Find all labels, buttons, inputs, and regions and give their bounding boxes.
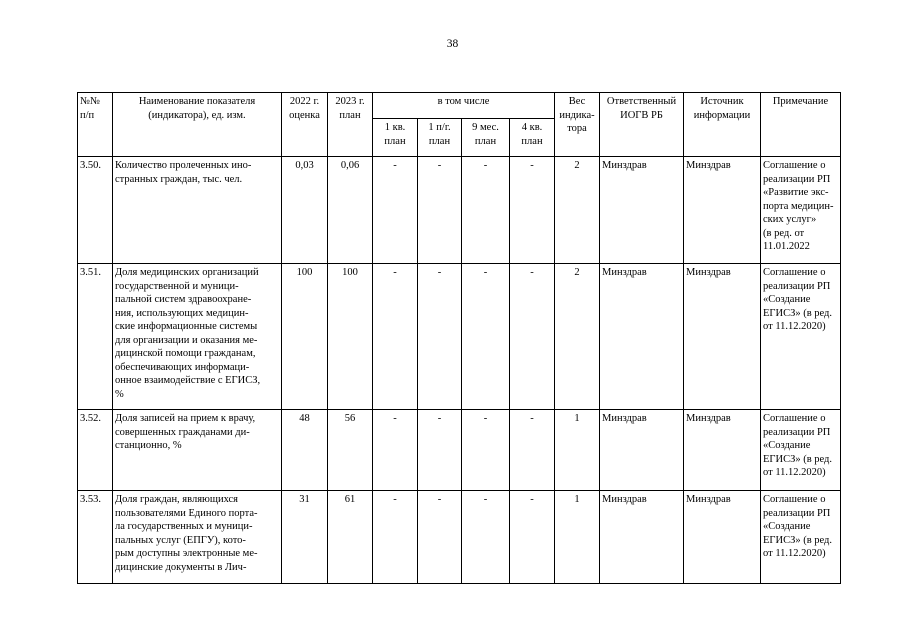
- header-name: Наименование показателя (индикатора), ед. изм.: [113, 93, 282, 157]
- table-row: [78, 157, 841, 264]
- row-name: Количество пролеченных ино- странных граждан, тыс. чел.: [113, 157, 282, 264]
- row-note: Соглашение о реализации РП «Создание ЕГИСЗ» (в ред. от 11.12.2020): [761, 491, 841, 584]
- row-weight: 2: [555, 157, 600, 264]
- row-h1: -: [418, 410, 462, 491]
- header-2022: 2022 г. оценка: [282, 93, 328, 157]
- row-q1: -: [373, 491, 418, 584]
- header-num: №№ п/п: [78, 93, 113, 157]
- row-responsible: Минздрав: [600, 264, 684, 410]
- row-q1: -: [373, 157, 418, 264]
- row-q1: -: [373, 410, 418, 491]
- row-q4: -: [510, 491, 555, 584]
- row-2022: 31: [282, 491, 328, 584]
- row-weight: 2: [555, 264, 600, 410]
- row-num: 3.53.: [78, 491, 113, 584]
- row-source: Минздрав: [684, 491, 761, 584]
- row-num: 3.52.: [78, 410, 113, 491]
- table-row: [78, 410, 841, 491]
- row-2022: 0,03: [282, 157, 328, 264]
- row-q4: -: [510, 157, 555, 264]
- row-note: Соглашение о реализации РП «Создание ЕГИСЗ» (в ред. от 11.12.2020): [761, 264, 841, 410]
- row-weight: 1: [555, 410, 600, 491]
- row-h1: -: [418, 264, 462, 410]
- row-h1: -: [418, 491, 462, 584]
- row-2023: 100: [328, 264, 373, 410]
- header-note: Примечание: [761, 93, 841, 157]
- row-weight: 1: [555, 491, 600, 584]
- header-responsible: Ответственный ИОГВ РБ: [600, 93, 684, 157]
- row-num: 3.50.: [78, 157, 113, 264]
- row-q4: -: [510, 410, 555, 491]
- row-responsible: Минздрав: [600, 410, 684, 491]
- row-q4: -: [510, 264, 555, 410]
- table-row: [78, 491, 841, 584]
- row-responsible: Минздрав: [600, 157, 684, 264]
- row-9m: -: [462, 491, 510, 584]
- row-2023: 56: [328, 410, 373, 491]
- header-h1: 1 п/г. план: [418, 119, 462, 157]
- row-2023: 0,06: [328, 157, 373, 264]
- header-q4: 4 кв. план: [510, 119, 555, 157]
- row-2023: 61: [328, 491, 373, 584]
- indicators-table: [77, 92, 841, 584]
- row-9m: -: [462, 264, 510, 410]
- row-source: Минздрав: [684, 264, 761, 410]
- row-2022: 100: [282, 264, 328, 410]
- header-row-1: [78, 93, 841, 119]
- header-including: в том числе: [373, 93, 555, 119]
- row-num: 3.51.: [78, 264, 113, 410]
- row-name: Доля граждан, являющихся пользователями Единого порта- ла государственных и муници- пальных услуг (ЕПГУ), кото- рым доступны электронные ме- дицинские документы в Лич-: [113, 491, 282, 584]
- row-9m: -: [462, 157, 510, 264]
- header-9m: 9 мес. план: [462, 119, 510, 157]
- row-source: Минздрав: [684, 157, 761, 264]
- row-2022: 48: [282, 410, 328, 491]
- row-note: Соглашение о реализации РП «Создание ЕГИСЗ» (в ред. от 11.12.2020): [761, 410, 841, 491]
- table-row: [78, 264, 841, 410]
- row-note: Соглашение о реализации РП «Развитие экс- порта медицин- ских услуг» (в ред. от 11.01.2022: [761, 157, 841, 264]
- row-source: Минздрав: [684, 410, 761, 491]
- header-2023: 2023 г. план: [328, 93, 373, 157]
- header-weight: Вес индика-тора: [555, 93, 600, 157]
- page-number: 38: [446, 38, 459, 50]
- row-h1: -: [418, 157, 462, 264]
- header-source: Источник информации: [684, 93, 761, 157]
- row-q1: -: [373, 264, 418, 410]
- row-responsible: Минздрав: [600, 491, 684, 584]
- row-name: Доля медицинских организаций государственной и муници- пальной систем здравоохране- ния, использующих медицин- ские информационные системы для организации и оказания ме- дицинской помощи гражданам, обеспечивающих информаци- онное взаимодействие с ЕГИСЗ, %: [113, 264, 282, 410]
- row-name: Доля записей на прием к врачу, совершенных гражданами ди- станционно, %: [113, 410, 282, 491]
- row-9m: -: [462, 410, 510, 491]
- header-q1: 1 кв. план: [373, 119, 418, 157]
